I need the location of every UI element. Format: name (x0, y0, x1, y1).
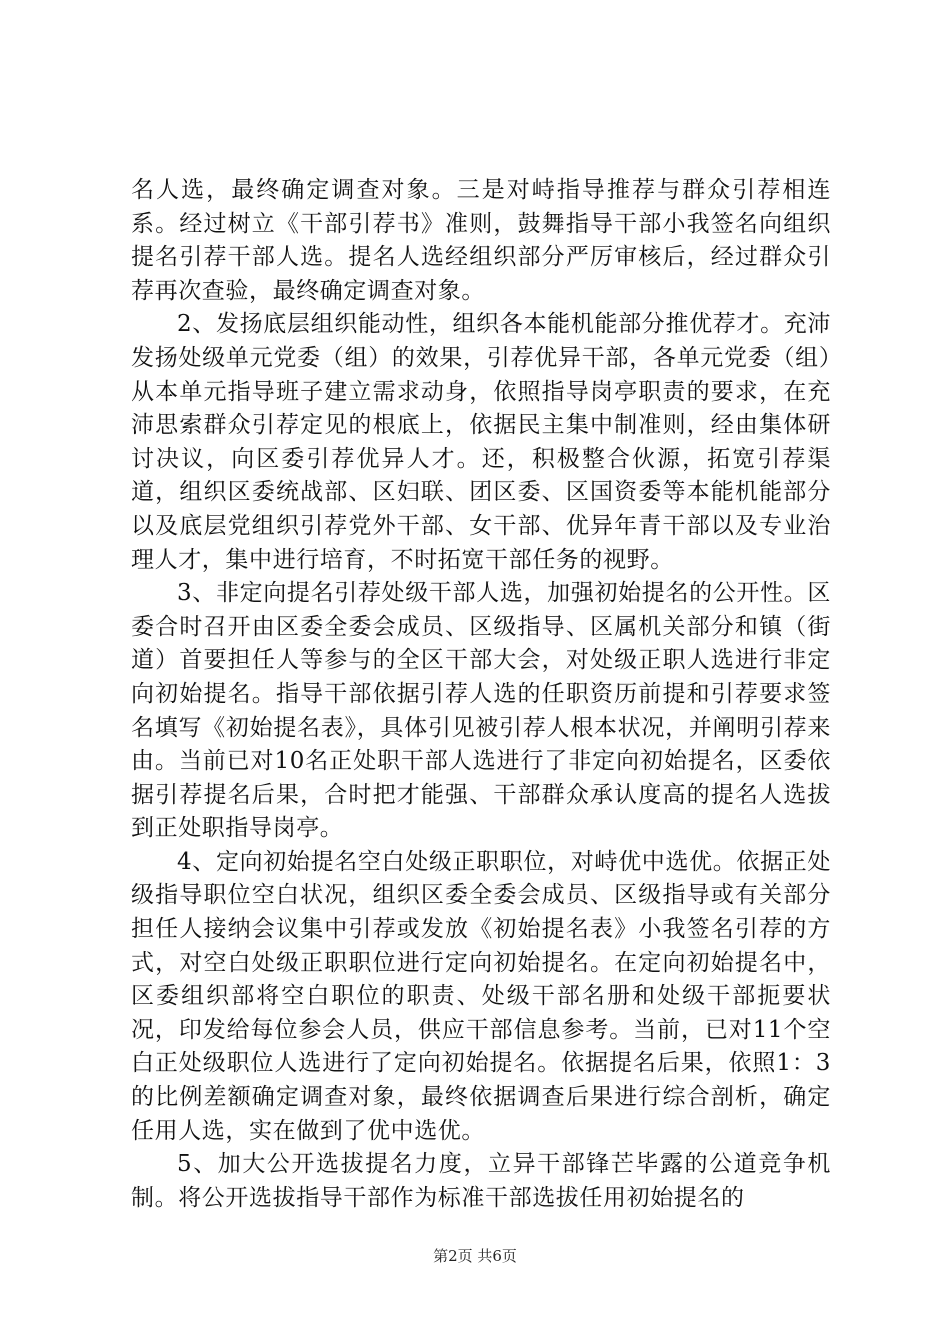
page-footer (0, 1246, 950, 1266)
page-number: 第2页 共6页 (433, 1247, 517, 1265)
paragraph-3: 3、非定向提名引荐处级干部人选，加强初始提名的公开性。区委合时召开由区委全委会成员、区级指导、区属机关部分和镇（街道）首要担任人等参与的全区干部大会，对处级正职人选进行非定向初始提名。指导干部依据引荐人选的任职资历前提和引荐要求签名填写《初始提名表》，具体引见被引荐人根本状况，并阐明引荐来由。当前已对10名正处职干部人选进行了非定向初始提名，区委依据引荐提名后果，合时把才能强、干部群众承认度高的提名人选拔到正处职指导岗亭。 (131, 580, 831, 842)
paragraph-4: 4、定向初始提名空白处级正职职位，对峙优中选优。依据正处级指导职位空白状况，组织区委全委会成员、区级指导或有关部分担任人接纳会议集中引荐或发放《初始提名表》小我签名引荐的方式，对空白处级正职职位进行定向初始提名。在定向初始提名中，区委组织部将空白职位的职责、处级干部名册和处级干部扼要状况，印发给每位参会人员，供应干部信息参考。当前，已对11个空白正处级职位人选进行了定向初始提名。依据提名后果，依照1：3的比例差额确定调查对象，最终依据调查后果进行综合剖析，确定任用人选，实在做到了优中选优。 (131, 848, 831, 1144)
body-text (131, 174, 831, 1215)
paragraph-2: 2、发扬底层组织能动性，组织各本能机能部分推优荐才。充沛发扬处级单元党委（组）的效果，引荐优异干部，各单元党委（组）从本单元指导班子建立需求动身，依照指导岗亭职责的要求，在充沛思索群众引荐定见的根底上，依据民主集中制准则，经由集体研讨决议，向区委引荐优异人才。还，积极整合伙源，拓宽引荐渠道，组织区委统战部、区妇联、团区委、区国资委等本能机能部分以及底层党组织引荐党外干部、女干部、优异年青干部以及专业治理人才，集中进行培育，不时拓宽干部任务的视野。 (131, 311, 831, 573)
paragraph-1: 名人选，最终确定调查对象。三是对峙指导推荐与群众引荐相连系。经过树立《干部引荐书》准则，鼓舞指导干部小我签名向组织提名引荐干部人选。提名人选经组织部分严厉审核后，经过群众引荐再次查验，最终确定调查对象。 (131, 177, 831, 304)
paragraph-5: 5、加大公开选拔提名力度，立异干部锋芒毕露的公道竞争机制。将公开选拔指导干部作为标准干部选拔任用初始提名的 (131, 1151, 831, 1211)
